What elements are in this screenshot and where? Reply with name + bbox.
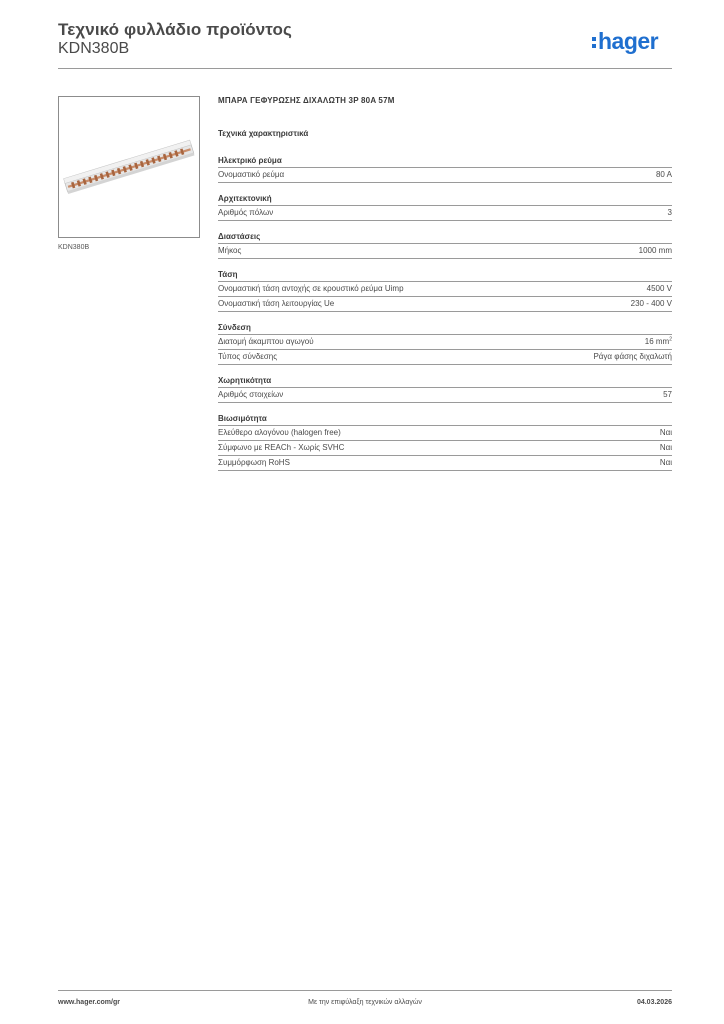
group-title: Βιωσιμότητα bbox=[218, 414, 672, 426]
spec-label: Τύπος σύνδεσης bbox=[218, 352, 278, 361]
group-title: Αρχιτεκτονική bbox=[218, 194, 672, 206]
group-title: Σύνδεση bbox=[218, 323, 672, 335]
spec-label: Ονομαστική τάση αντοχής σε κρουστικό ρεύμα Uimp bbox=[218, 284, 404, 293]
document-title: Τεχνικό φυλλάδιο προϊόντος bbox=[58, 20, 292, 39]
hager-logo bbox=[592, 28, 658, 55]
spec-value: Ναι bbox=[659, 428, 672, 437]
spec-row bbox=[218, 168, 672, 183]
spec-label: Μήκος bbox=[218, 246, 242, 255]
product-code: KDN380B bbox=[58, 40, 130, 57]
product-image bbox=[58, 96, 200, 238]
spec-row bbox=[218, 388, 672, 403]
group-dimensions bbox=[218, 232, 672, 259]
section-title: Τεχνικά χαρακτηριστικά bbox=[218, 129, 309, 138]
footer-website-link[interactable]: www.hager.com/gr bbox=[58, 999, 120, 1006]
spec-value: 4500 V bbox=[646, 284, 672, 293]
spec-row bbox=[218, 335, 672, 350]
group-electric-current bbox=[218, 156, 672, 183]
group-voltage bbox=[218, 270, 672, 312]
footer-notice: Με την επιφύλαξη τεχνικών αλλαγών bbox=[308, 999, 422, 1006]
group-sustainability bbox=[218, 414, 672, 471]
spec-row bbox=[218, 426, 672, 441]
group-connection bbox=[218, 323, 672, 365]
group-title: Ηλεκτρικό ρεύμα bbox=[218, 156, 672, 168]
footer-date: 04.03.2026 bbox=[636, 999, 672, 1006]
spec-row bbox=[218, 350, 672, 365]
group-title: Χωρητικότητα bbox=[218, 376, 672, 388]
spec-label: Ελεύθερο αλογόνου (halogen free) bbox=[218, 428, 341, 437]
spec-value-text: 16 mm bbox=[644, 337, 670, 346]
spec-label: Σύμφωνο με REACh - Χωρίς SVHC bbox=[218, 443, 345, 452]
spec-row bbox=[218, 282, 672, 297]
product-name: ΜΠΑΡΑ ΓΕΦΥΡΩΣΗΣ ΔΙΧΑΛΩΤΗ 3P 80A 57M bbox=[218, 96, 395, 105]
spec-label: Αριθμός πόλων bbox=[218, 208, 274, 217]
spec-value: 80 A bbox=[655, 170, 672, 179]
spec-value bbox=[645, 337, 672, 347]
group-capacity bbox=[218, 376, 672, 403]
spec-value: Ράγα φάσης διχαλωτή bbox=[593, 352, 672, 361]
spec-row bbox=[218, 206, 672, 221]
spec-row bbox=[218, 244, 672, 259]
spec-label: Ονομαστική τάση λειτουργίας Ue bbox=[218, 299, 335, 308]
spec-label: Ονομαστικό ρεύμα bbox=[218, 170, 285, 179]
spec-label: Αριθμός στοιχείων bbox=[218, 390, 284, 399]
logo-text: hager bbox=[598, 28, 659, 54]
image-caption: KDN380B bbox=[58, 244, 90, 251]
group-architecture bbox=[218, 194, 672, 221]
group-title: Τάση bbox=[218, 270, 672, 282]
superscript: 2 bbox=[669, 336, 672, 343]
spec-value: 1000 mm bbox=[638, 246, 672, 255]
spec-value: Ναι bbox=[659, 458, 672, 467]
footer-divider bbox=[58, 990, 672, 991]
specifications bbox=[218, 96, 672, 482]
logo-dots-icon bbox=[592, 37, 596, 48]
spec-label: Διατομή άκαμπτου αγωγού bbox=[218, 337, 314, 346]
spec-value: 230 - 400 V bbox=[630, 299, 672, 308]
spec-row bbox=[218, 456, 672, 471]
spec-value: Ναι bbox=[659, 443, 672, 452]
spec-row bbox=[218, 441, 672, 456]
header-divider bbox=[58, 68, 672, 69]
spec-row bbox=[218, 297, 672, 312]
spec-value: 3 bbox=[667, 208, 672, 217]
spec-label: Συμμόρφωση RoHS bbox=[218, 458, 290, 467]
spec-value: 57 bbox=[663, 390, 672, 399]
group-title: Διαστάσεις bbox=[218, 232, 672, 244]
busbar-illustration bbox=[59, 97, 199, 237]
